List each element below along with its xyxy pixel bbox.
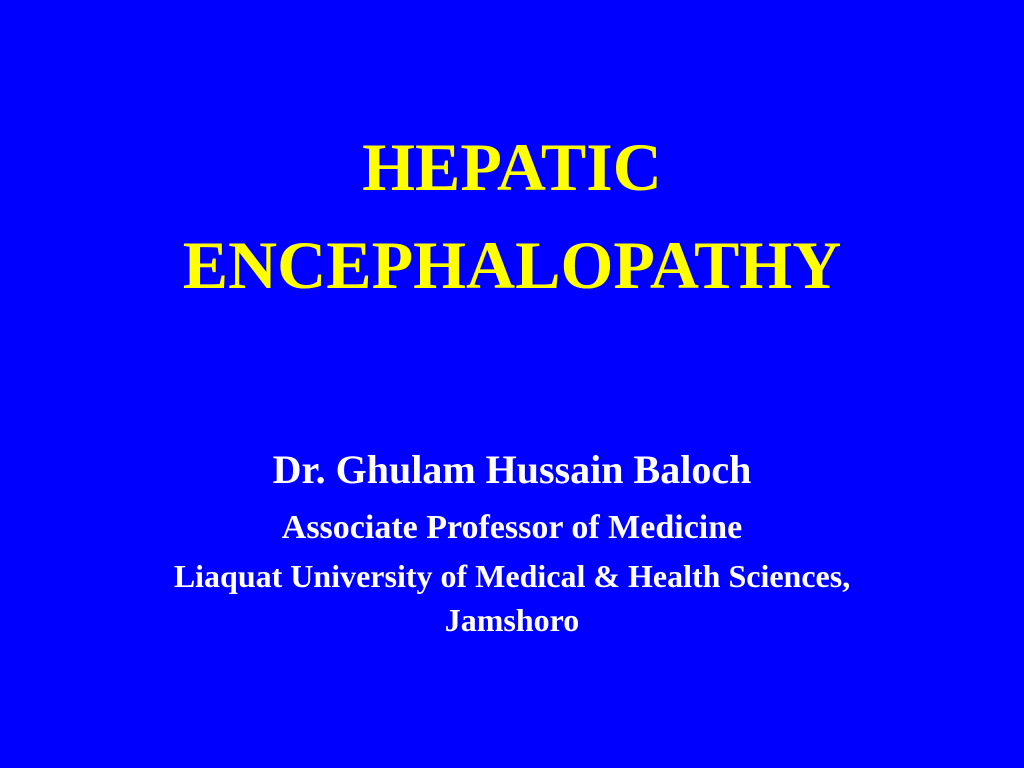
title-line-1: HEPATIC — [362, 129, 662, 205]
title-line-2: ENCEPHALOPATHY — [182, 227, 842, 303]
slide-title — [0, 118, 1024, 314]
institution-line-2: Jamshoro — [444, 602, 580, 638]
author-name: Dr. Ghulam Hussain Baloch — [272, 447, 752, 492]
institution-line-1: Liaquat University of Medical & Health Sciences, — [173, 558, 851, 594]
author-position: Associate Professor of Medicine — [281, 509, 743, 546]
slide-subtitle — [0, 443, 1024, 641]
